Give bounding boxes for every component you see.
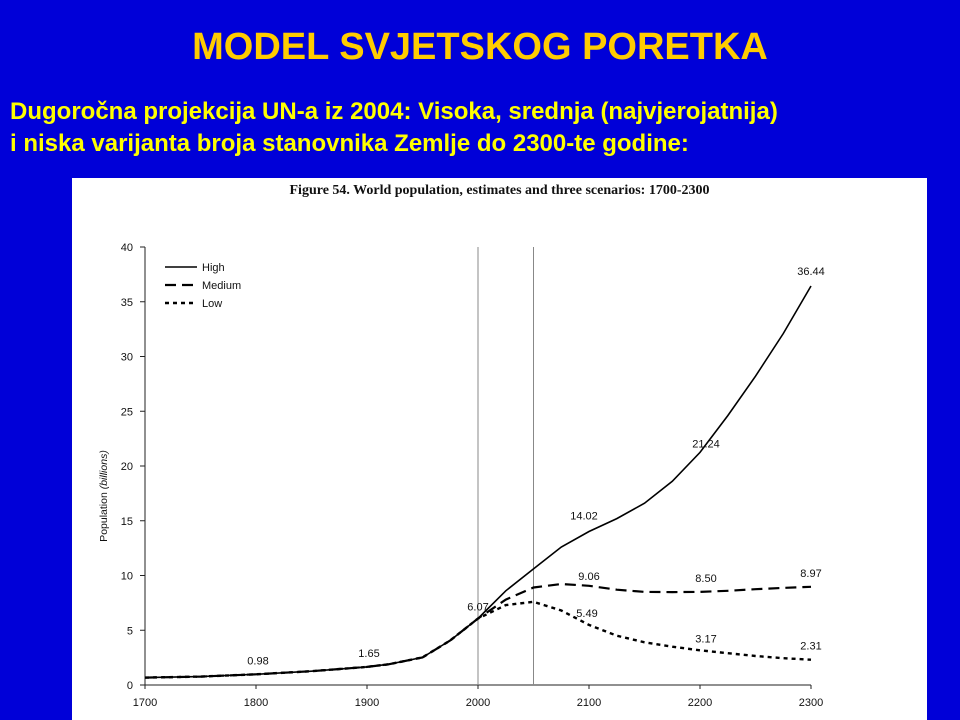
subtitle-line-1: Dugoročna projekcija UN-a iz 2004: Visoka, srednja (najvjerojatnija): [10, 98, 778, 125]
population-chart: [72, 178, 927, 720]
x-tick-label: 1700: [132, 697, 158, 709]
y-tick-label: 5: [126, 625, 133, 638]
y-tick-label: 10: [120, 570, 133, 583]
chart-title: Figure 54. World population, estimates and three scenarios: 1700-2300: [289, 183, 710, 198]
y-tick-label: 40: [120, 242, 133, 254]
x-tick-label: 2100: [576, 697, 602, 709]
data-label: 5.49: [576, 607, 598, 620]
y-tick-label: 20: [120, 461, 133, 473]
data-label: 6.07: [467, 601, 489, 614]
data-label: 36.44: [797, 265, 825, 278]
y-axis-title-main: Population: [98, 489, 110, 542]
data-label: 21.24: [692, 438, 720, 451]
y-axis-title: [98, 450, 110, 542]
data-label: 8.50: [695, 572, 717, 585]
chart-figure: [72, 178, 927, 720]
data-label: 14.02: [570, 510, 598, 523]
x-tick-label: 2200: [687, 697, 713, 709]
slide-subtitle: [10, 96, 955, 160]
data-label: 3.17: [695, 633, 717, 646]
legend-label-medium: Medium: [202, 280, 242, 292]
y-tick-label: 25: [120, 406, 133, 419]
y-tick-label: 15: [120, 515, 133, 528]
x-tick-label: 2000: [465, 697, 491, 709]
y-axis-title-unit: (billions): [98, 450, 110, 490]
slide-title: MODEL SVJETSKOG PORETKA: [192, 26, 768, 68]
x-tick-label: 1800: [243, 697, 269, 709]
data-label: 2.31: [800, 640, 822, 653]
legend-label-high: High: [202, 262, 225, 274]
y-tick-label: 30: [120, 351, 133, 364]
data-label: 1.65: [358, 647, 380, 660]
data-label: 8.97: [800, 567, 822, 580]
legend-label-low: Low: [202, 298, 223, 310]
data-label: 9.06: [578, 570, 600, 583]
subtitle-line-2: i niska varijanta broja stanovnika Zemlje do 2300-te godine:: [10, 130, 689, 157]
x-tick-label: 2300: [798, 697, 824, 709]
x-tick-label: 1900: [354, 697, 380, 709]
y-tick-label: 35: [120, 296, 133, 309]
data-label: 0.98: [247, 655, 269, 668]
y-tick-label: 0: [126, 680, 133, 692]
